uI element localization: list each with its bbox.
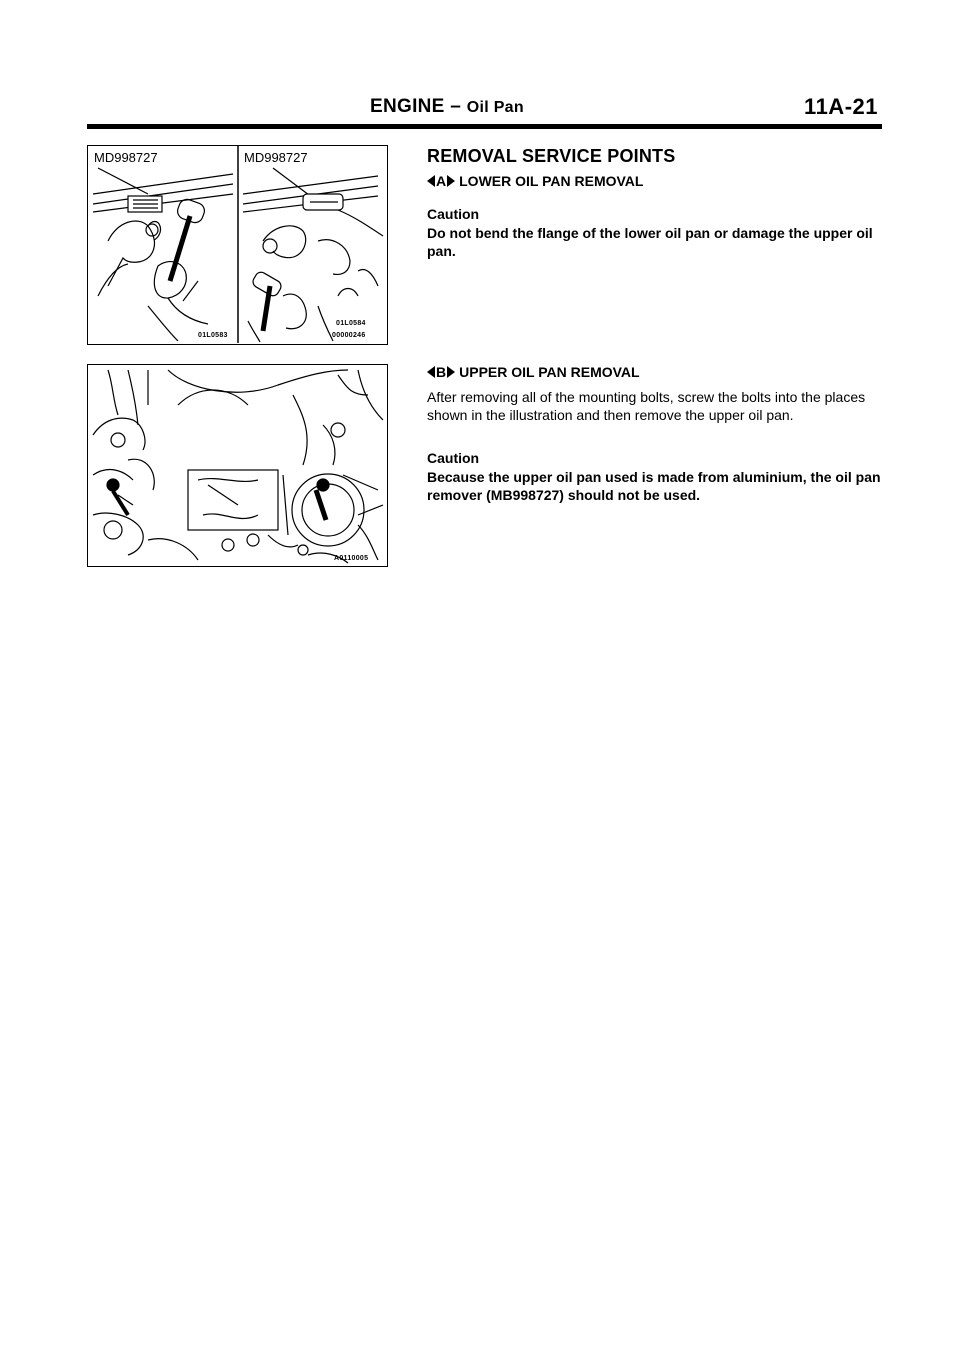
right-arrow-icon bbox=[447, 366, 455, 378]
step-a-marker: A bbox=[427, 173, 455, 189]
step-b-body: After removing all of the mounting bolts, screw the bolts into the places shown in the illustration and then remove the upper oil pan. bbox=[427, 389, 866, 423]
page-header bbox=[370, 96, 524, 118]
figure-upper-oil-pan bbox=[87, 364, 388, 567]
header-subsection: Oil Pan bbox=[466, 99, 524, 116]
right-arrow-icon bbox=[447, 175, 455, 187]
fig1-code-right-1: 01L0584 bbox=[336, 320, 366, 327]
fig1-label-left: MD998727 bbox=[94, 150, 158, 165]
header-rule bbox=[87, 124, 882, 129]
step-a-heading-text: LOWER OIL PAN REMOVAL bbox=[459, 173, 644, 189]
step-b-marker: B bbox=[427, 364, 455, 380]
step-a-caution-text: Do not bend the flange of the lower oil pan or damage the upper oil pan. bbox=[427, 225, 873, 259]
figure-oil-pan-remover bbox=[87, 145, 388, 345]
step-b-heading-text: UPPER OIL PAN REMOVAL bbox=[459, 364, 640, 380]
step-b-caution-text: Because the upper oil pan used is made from aluminium, the oil pan remover (MB998727) should not be used. bbox=[427, 469, 881, 503]
left-arrow-icon bbox=[427, 366, 435, 378]
step-b-heading bbox=[427, 364, 640, 380]
page-number: 11A-21 bbox=[804, 94, 878, 119]
fig1-code-left: 01L0583 bbox=[198, 332, 228, 339]
oil-pan-remover-illustration bbox=[88, 146, 386, 343]
left-arrow-icon bbox=[427, 175, 435, 187]
step-a-heading bbox=[427, 173, 643, 189]
fig1-code-right-2: 00000246 bbox=[332, 332, 366, 339]
section-title: REMOVAL SERVICE POINTS bbox=[427, 146, 676, 166]
fig2-code: A0110005 bbox=[334, 555, 369, 562]
upper-oil-pan-illustration bbox=[88, 365, 386, 565]
step-a-caution-label: Caution bbox=[427, 206, 480, 222]
header-dash: – bbox=[450, 96, 462, 117]
header-section: ENGINE bbox=[370, 96, 445, 117]
fig1-label-right: MD998727 bbox=[244, 150, 308, 165]
step-b-caution-label: Caution bbox=[427, 450, 480, 466]
